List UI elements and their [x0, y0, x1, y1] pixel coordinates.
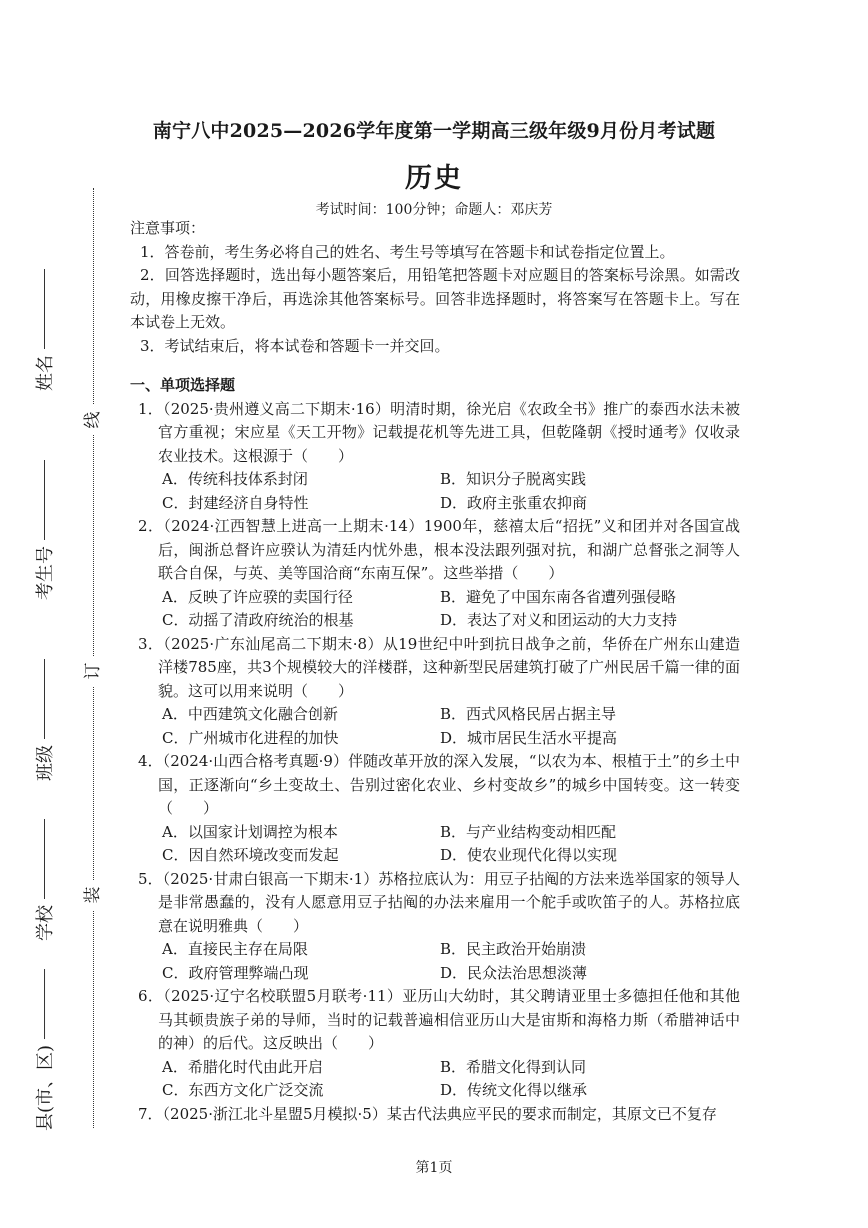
binding-char-zhuang: 装	[78, 880, 108, 910]
option-b: B．西式风格民居占据主导	[440, 705, 617, 723]
field-student-id[interactable]	[28, 450, 60, 610]
option-c: C．政府管理弊端凸现	[162, 963, 309, 982]
question-stem: 6．（2025·辽宁名校联盟5月联考·11）亚历山大幼时，其父聘请亚里士多德担任他和其他马其顿贵族子弟的导师，当时的记载普遍相信亚历山大是宙斯和海格力斯（希腊神话中的神）的后代。这反映出（ ）	[138, 987, 740, 1052]
option-b: B．民主政治开始崩溃	[440, 940, 587, 958]
option-d: D．表达了对义和团运动的大力支持	[440, 611, 678, 629]
question-7	[130, 1103, 740, 1127]
question-4	[130, 750, 740, 868]
option-c: C．广州城市化进程的加快	[162, 728, 339, 747]
option-c: C．动摇了清政府统治的根基	[162, 611, 354, 629]
option-a: A．中西建筑文化融合创新	[162, 705, 338, 723]
question-stem: 5．（2025·甘肃白银高一下期末·1）苏格拉底认为：用豆子拈阄的方法来选举国家的领导人是非常愚蠢的，没有人愿意用豆子拈阄的办法来雇用一个舵手或吹笛子的人。苏格拉底意在说明雅典（ ）	[138, 869, 740, 935]
option-d: D．使农业现代化得以实现	[440, 846, 618, 864]
question-stem: 3．（2025·广东汕尾高二下期末·8）从19世纪中叶到抗日战争之前，华侨在广州东山建造洋楼785座，共3个规模较大的洋楼群，这种新型民居建筑打破了广州民居千篇一律的面貌。这可以用来说明（ ）	[138, 634, 740, 700]
option-a: A．直接民主存在局限	[162, 940, 308, 958]
option-d: D．民众法治思想淡薄	[440, 963, 588, 982]
field-class[interactable]	[28, 640, 60, 800]
option-a: A．传统科技体系封闭	[162, 470, 308, 488]
question-3	[130, 633, 740, 751]
exam-title: 南宁八中2025—2026学年度第一学期高三级年级9月份月考试题	[152, 120, 716, 142]
option-c: C．因自然环境改变而发起	[162, 846, 339, 864]
option-b: B．知识分子脱离实践	[440, 470, 587, 488]
option-a: A．反映了许应骙的卖国行径	[162, 587, 353, 606]
exam-info: 考试时间：100分钟；命题人：邓庆芳	[315, 202, 553, 218]
option-a: A．以国家计划调控为根本	[162, 822, 338, 841]
field-county[interactable]	[28, 960, 60, 1140]
question-stem: 4．（2024·山西合格考真题·9）伴随改革开放的深入发展，“以农为本、根植于土”的乡土中国，正逐渐向“乡土变故土、告别过密化农业、乡村变故乡”的城乡中国转变。这一转变（ ）	[138, 752, 740, 817]
binding-char-xian: 线	[78, 405, 108, 435]
field-class-label: 班级	[35, 745, 56, 781]
option-c: C．封建经济自身特性	[162, 493, 309, 512]
exam-content	[130, 217, 740, 1126]
field-name-label: 姓名	[35, 355, 56, 391]
option-c: C．东西方文化广泛交流	[162, 1081, 324, 1099]
notice-item: 2．回答选择题时，选出每小题答案后，用铅笔把答题卡对应题目的答案标号涂黑。如需改动，用橡皮擦干净后，再选涂其他答案标号。回答非选择题时，将答案写在答题卡上。写在本试卷上无效。	[130, 266, 740, 331]
field-school-label: 学校	[35, 905, 56, 941]
notice-item: 3．考试结束后，将本试卷和答题卡一并交回。	[140, 336, 450, 355]
field-county-label: 县(市、区)	[35, 1044, 57, 1132]
notice-heading: 注意事项：	[130, 219, 206, 237]
binding-char-ding: 订	[78, 656, 108, 686]
field-name[interactable]	[28, 250, 60, 410]
option-b: B．避免了中国东南各省遭列强侵略	[440, 587, 677, 606]
question-stem: 7．（2025·浙江北斗星盟5月模拟·5）某古代法典应平民的要求而制定，其原文已不复存	[138, 1104, 717, 1123]
option-a: A．希腊化时代由此开启	[162, 1057, 323, 1076]
notice-item: 1．答卷前，考生务必将自己的姓名、考生号等填写在答题卡和试卷指定位置上。	[140, 242, 675, 261]
subject-title: 历史	[405, 163, 463, 194]
option-d: D．政府主张重农抑商	[440, 493, 588, 512]
option-b: B．希腊文化得到认同	[440, 1057, 587, 1076]
question-stem: 1．（2025·贵州遵义高二下期末·16）明清时期，徐光启《农政全书》推广的泰西水法未被官方重视；宋应星《天工开物》记载提花机等先进工具，但乾隆朝《授时通考》仅收录农业技术。这根源于（ ）	[138, 399, 740, 465]
field-school[interactable]	[28, 800, 60, 960]
question-5	[130, 868, 740, 986]
option-d: D．城市居民生活水平提高	[440, 728, 618, 747]
field-student-id-label: 考生号	[35, 546, 56, 600]
section-title: 一、单项选择题	[130, 376, 236, 394]
question-1	[130, 398, 740, 516]
question-stem: 2．（2024·江西智慧上进高一上期末·14）1900年，慈禧太后“招抚”义和团并对各国宣战后，闽浙总督许应骙认为清廷内忧外患，根本没法跟列强对抗，和湖广总督张之洞等人联合自保，与英、美等国洽商“东南互保”。这些举措（ ）	[138, 517, 740, 582]
question-6	[130, 985, 740, 1103]
question-2	[130, 515, 740, 633]
page-number: 第1页	[415, 1160, 453, 1176]
option-d: D．传统文化得以继承	[440, 1081, 588, 1099]
option-b: B．与产业结构变动相匹配	[440, 822, 617, 841]
